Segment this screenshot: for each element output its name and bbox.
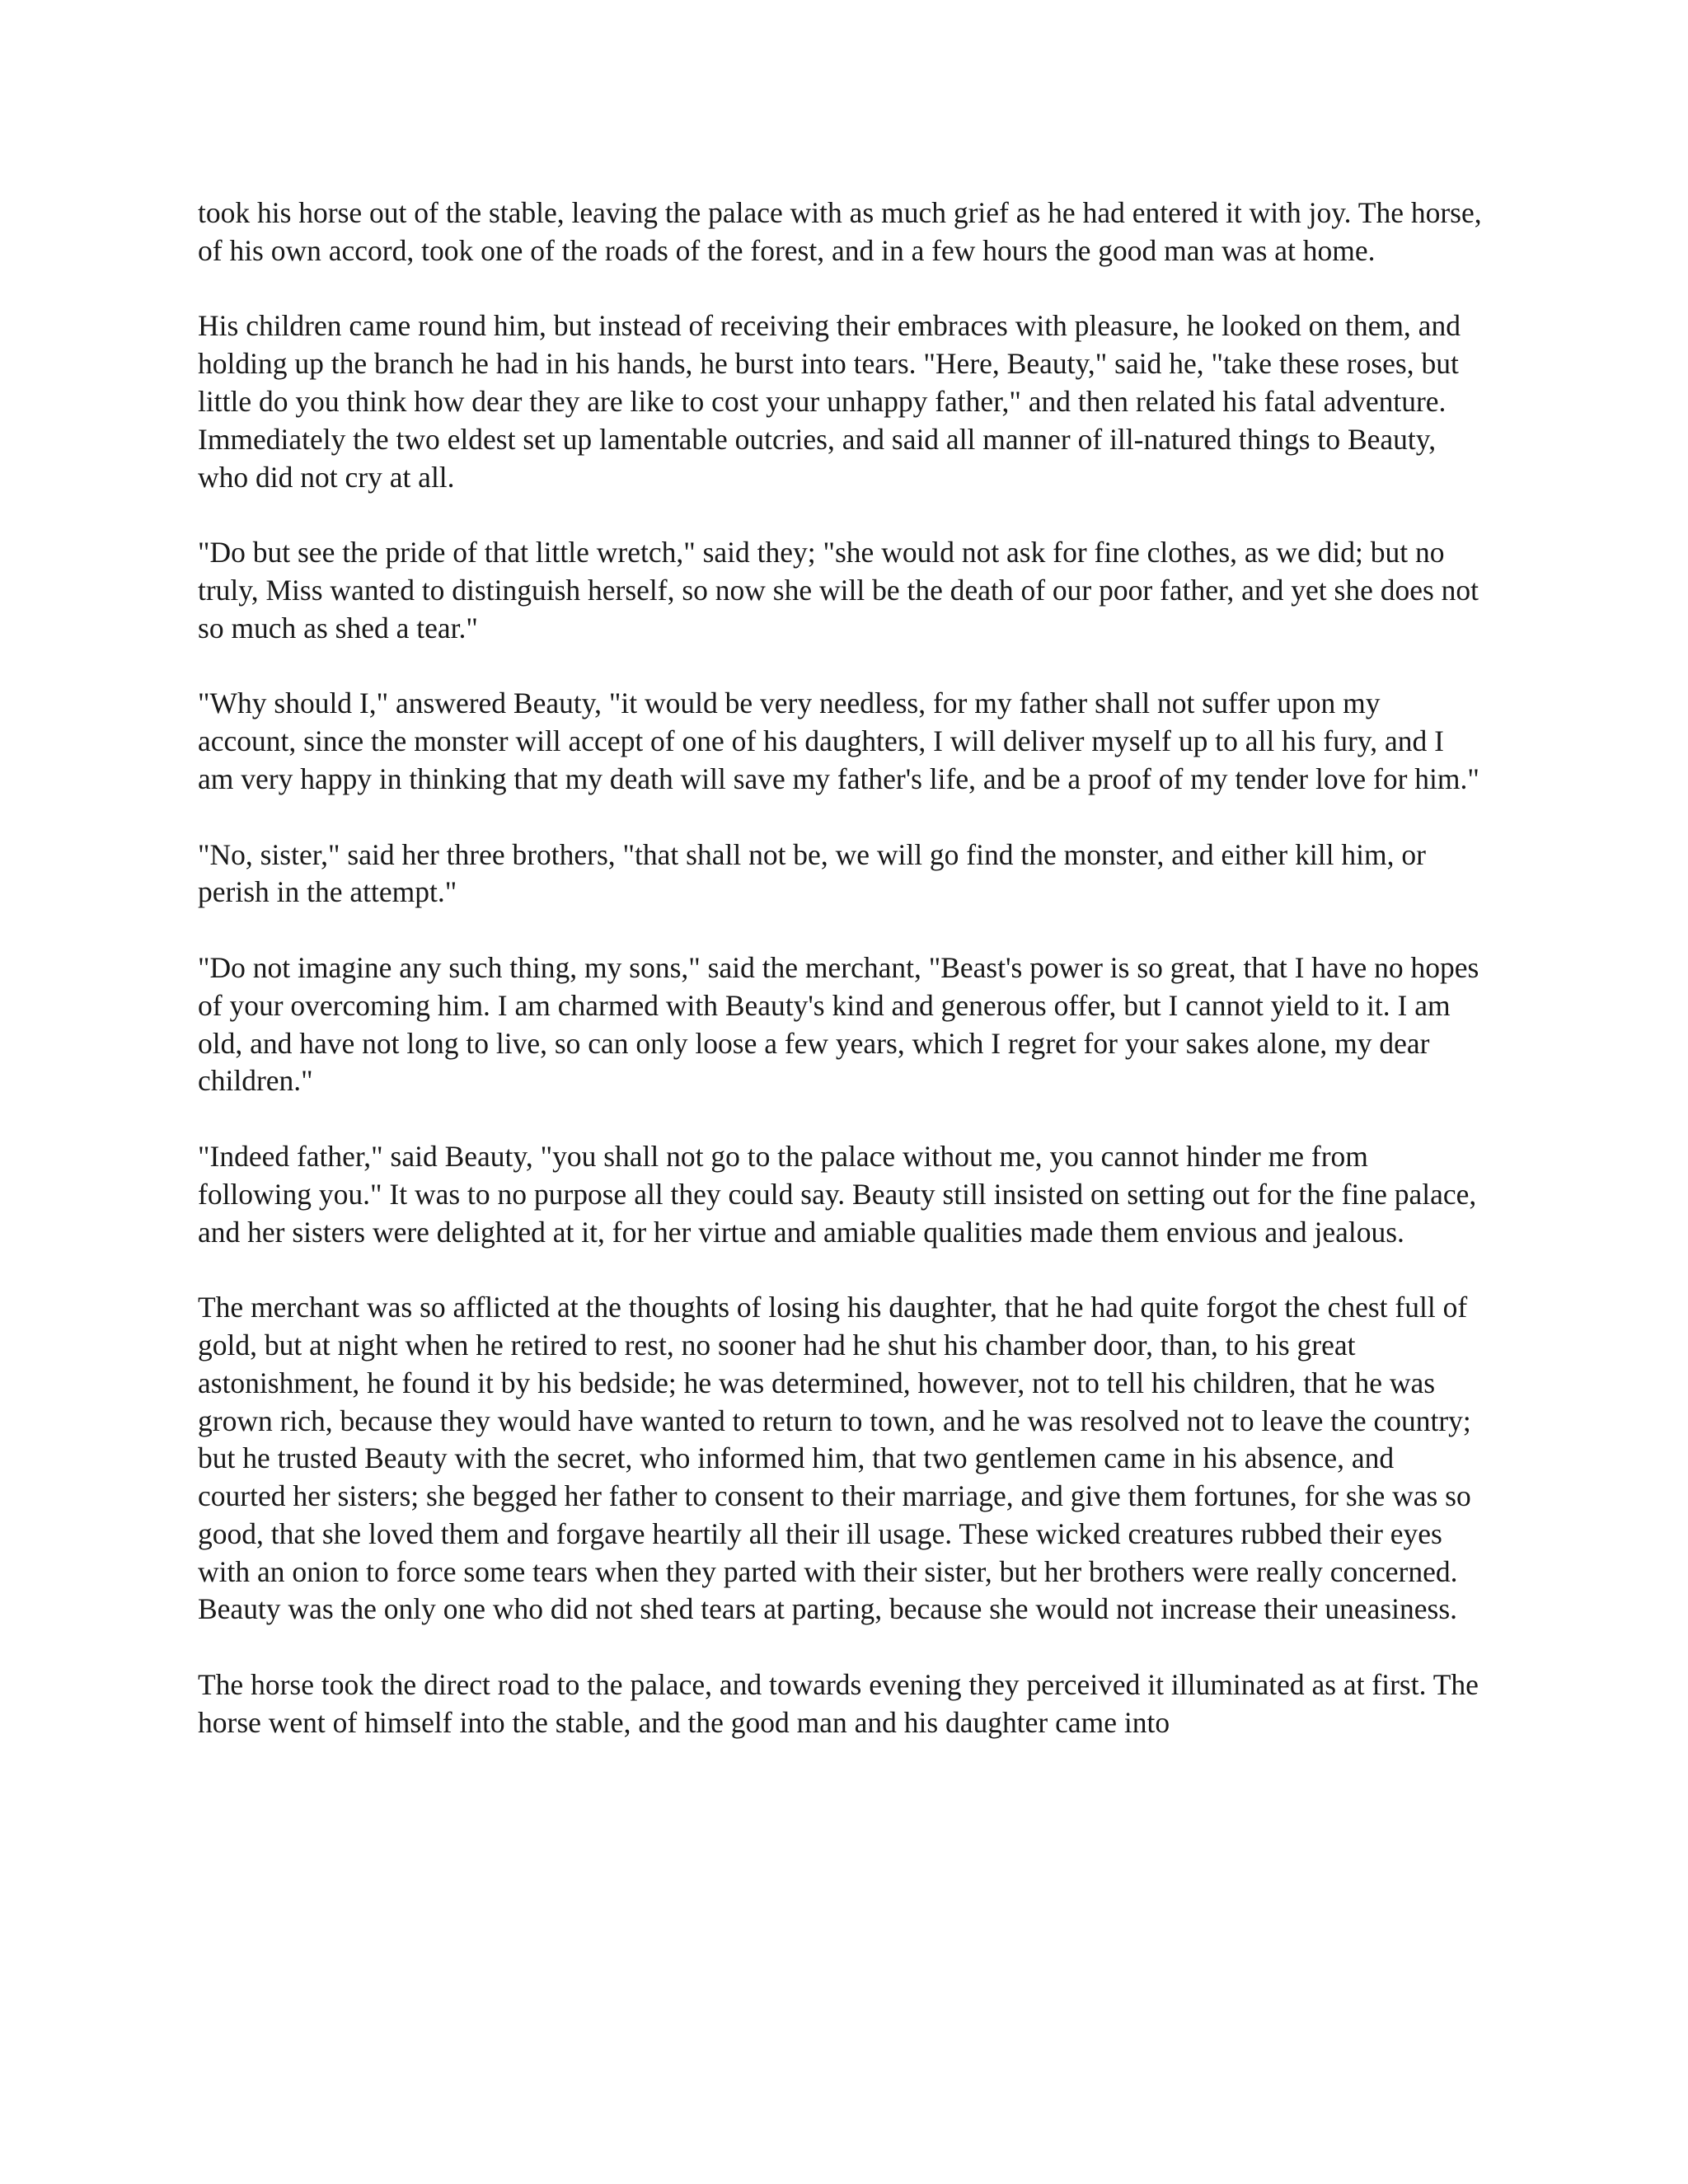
- paragraph-5: "No, sister," said her three brothers, "that shall not be, we will go find the monster, and either kill him, or perish in the attempt.": [198, 837, 1426, 909]
- paragraph-8: The merchant was so afflicted at the thoughts of losing his daughter, that he had quite forgot the chest full of gold, but at night when he retired to rest, no sooner had he shut his chamber door, than, to his great astonishment, he found it by his bedside; he was determined, however, not to tell his children, that he was grown rich, because they would have wanted to return to town, and he was resolved not to leave the country; but he trusted Beauty with the secret, who informed him, that two gentlemen came in his absence, and courted her sisters; she begged her father to consent to their marriage, and give them fortunes, for she was so good, that she loved them and forgave heartily all their ill usage. These wicked creatures rubbed their eyes with an onion to force some tears when they parted with their sister, but her brothers were really concerned. Beauty was the only one who did not shed tears at parting, because she would not increase their uneasiness.: [198, 1291, 1471, 1626]
- paragraph-4: "Why should I," answered Beauty, "it would be very needless, for my father shall not suffer upon my account, since the monster will accept of one of his daughters, I will deliver myself up to all his fury, and I am very happy in thinking that my death will save my father's life, and be a proof of my tender love for him.": [198, 687, 1479, 795]
- paragraph-6: "Do not imagine any such thing, my sons," said the merchant, "Beast's power is so great, that I have no hopes of your overcoming him. I am charmed with Beauty's kind and generous offer, but I cannot yield to it. I am old, and have not long to live, so can only loose a few years, which I regret for your sakes alone, my dear children.": [198, 950, 1479, 1098]
- paragraph-3: "Do but see the pride of that little wretch," said they; "she would not ask for fine clothes, as we did; but no truly, Miss wanted to distinguish herself, so now she will be the death of our poor father, and yet she does not so much as shed a tear.": [198, 536, 1479, 644]
- paragraph-9: The horse took the direct road to the palace, and towards evening they perceived it illuminated as at first. The horse went of himself into the stable, and the good man and his daughter came into: [198, 1668, 1479, 1739]
- paragraph-2: His children came round him, but instead of receiving their embraces with pleasure, he looked on them, and holding up the branch he had in his hands, he burst into tears. "Here, Beauty," said he, "take these roses, but little do you think how dear they are like to cost your unhappy father," and then related his fatal adventure. Immediately the two eldest set up lamentable outcries, and said all manner of ill-natured things to Beauty, who did not cry at all.: [198, 309, 1461, 494]
- paragraph-1: took his horse out of the stable, leaving the palace with as much grief as he had entered it with joy. The horse, of his own accord, took one of the roads of the forest, and in a few hours the good man was at home.: [198, 196, 1482, 267]
- paragraph-7: "Indeed father," said Beauty, "you shall not go to the palace without me, you cannot hinder me from following you." It was to no purpose all they could say. Beauty still insisted on setting out for the fine palace, and her sisters were delighted at it, for her virtue and amiable qualities made them envious and jealous.: [198, 1139, 1477, 1249]
- body-text: [198, 194, 1484, 1742]
